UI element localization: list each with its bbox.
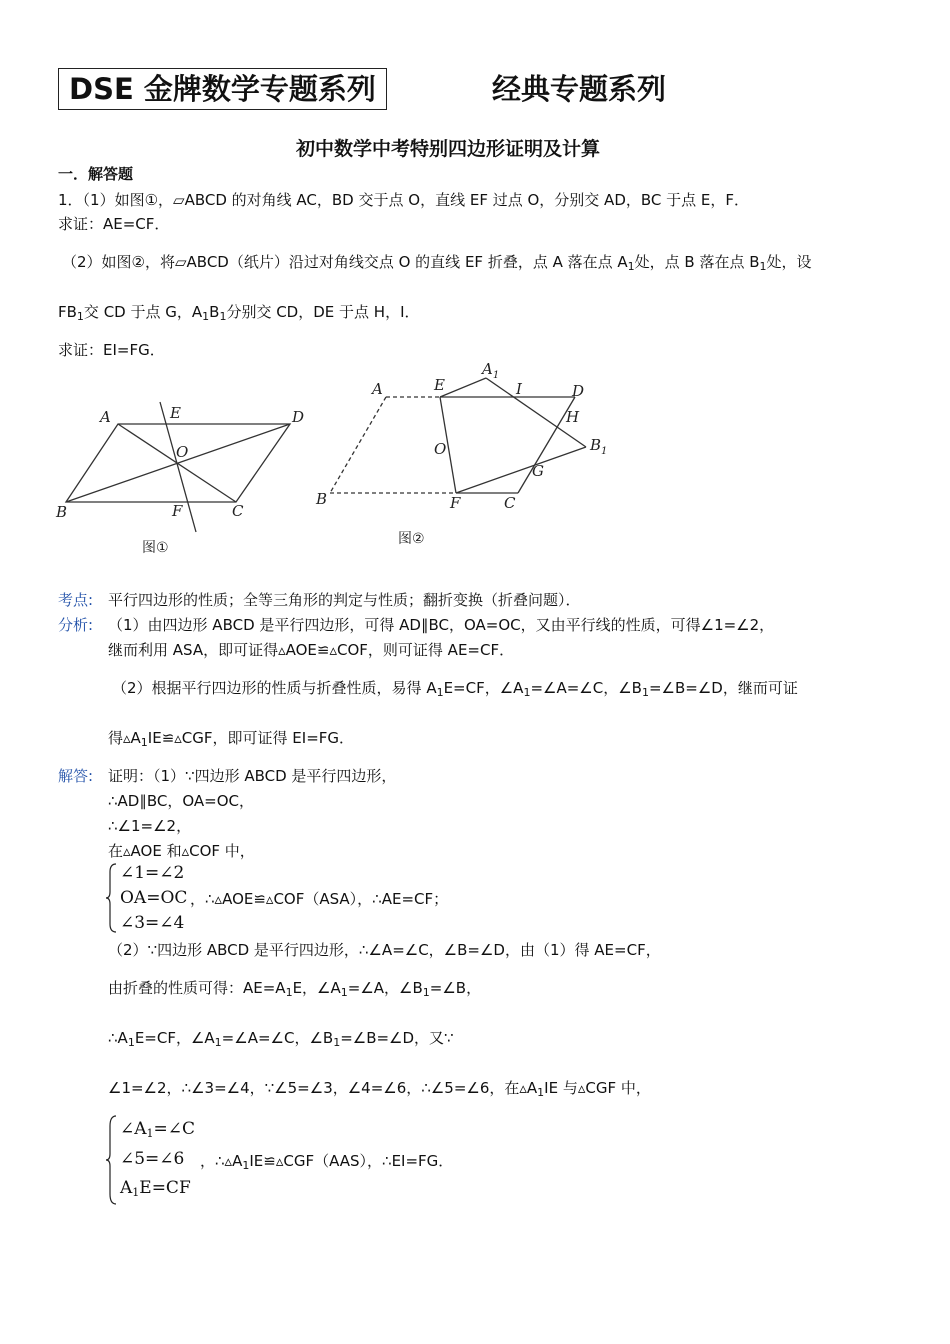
brace-2	[104, 1114, 120, 1206]
fig2-label-b1: $B_1$	[590, 436, 608, 457]
figure-1	[50, 392, 320, 562]
jieda-line6: 由折叠的性质可得：$AE=A_1E$，$\angle A_1=\angle A$，$\angle B_1=\angle B$，	[108, 979, 482, 999]
section-heading: 一．解答题	[58, 165, 134, 183]
series-title-box	[58, 68, 387, 110]
fenxi-line4: 得$▵A_1IE≌▵CGF$，即可证得 EI=FG．	[108, 729, 355, 749]
kaodian-text: 平行四边形的性质；全等三角形的判定与性质；翻折变换（折叠问题）．	[108, 591, 581, 609]
series-title: DSE 金牌数学专题系列	[69, 72, 376, 106]
q1-line3: （2）如图②，将▱ABCD（纸片）沿过对角线交点 O 的直线 EF 折叠，点 A 落在点 $A_1$处，点 B 落在点 $B_1$处，设	[62, 253, 812, 273]
document-title: 初中数学中考特别四边形证明及计算	[296, 138, 601, 160]
q1-line2: 求证：AE=CF．	[58, 215, 170, 233]
brace1-conclusion: ，∴▵AOE≌▵COF（ASA），∴AE=CF；	[190, 890, 449, 908]
fig2-label-a1: $A_1$	[482, 360, 500, 381]
fenxi-label: 分析:	[58, 616, 94, 634]
jieda-line1: 证明：（1）∵四边形 ABCD 是平行四边形，	[108, 767, 397, 785]
brace1-row3: ∠3=∠4	[120, 913, 185, 933]
fig2-label-f: F	[450, 494, 461, 512]
jieda-line4: 在▵AOE 和▵COF 中，	[108, 842, 255, 860]
jieda-line3: ∴∠1=∠2，	[108, 817, 192, 835]
brace2-row2: ∠5=∠6	[120, 1149, 185, 1169]
figure-2	[310, 356, 620, 556]
fig2-label-h: H	[566, 408, 580, 426]
fig1-caption: 图①	[142, 540, 169, 556]
fig1-label-f: F	[172, 502, 183, 520]
fig2-label-c: C	[504, 494, 516, 512]
fig2-label-d: D	[572, 382, 585, 400]
fig2-label-b: B	[316, 490, 328, 508]
q1-line5: 求证：EI=FG．	[58, 341, 165, 359]
q1-line4: $FB_1$交 CD 于点 G，$A_1B_1$分别交 CD，DE 于点 H，I．	[58, 303, 420, 323]
brace1-row1: ∠1=∠2	[120, 863, 185, 883]
fenxi-line3: （2）根据平行四边形的性质与折叠性质，易得 $A_1E=CF$，$\angle A_1=\angle A=\angle C$，$\angle B_1=\angle B=\angle D$，继而可证	[112, 679, 798, 699]
brace2-row3: A1E=CF	[120, 1178, 191, 1199]
kaodian-label: 考点:	[58, 591, 94, 609]
fig1-label-c: C	[232, 502, 244, 520]
jieda-line7: $\therefore A_1E=CF$，$\angle A_1=\angle A=\angle C$，$\angle B_1=\angle B=\angle D$，又∵	[108, 1029, 454, 1049]
brace2-row1: ∠A1=∠C	[120, 1119, 196, 1140]
series-subtitle: 经典专题系列	[492, 72, 667, 106]
jieda-line5: （2）∵四边形 ABCD 是平行四边形，∴∠A=∠C，∠B=∠D，由（1）得 AE=CF，	[108, 941, 661, 959]
jieda-label: 解答:	[58, 767, 94, 785]
fig1-label-a: A	[100, 408, 111, 426]
fig1-label-o: O	[176, 443, 189, 461]
jieda-line8: ∠1=∠2，∴∠3=∠4，∵∠5=∠3，∠4=∠6，∴∠5=∠6，在$▵A_1IE$ 与▵CGF 中，	[108, 1079, 651, 1099]
brace2-conclusion: ，$\therefore▵A_1IE≌▵CGF(AAS)$，∴EI=FG．	[200, 1152, 454, 1172]
jieda-line2: ∴AD∥BC，OA=OC，	[108, 792, 255, 810]
fenxi-line2: 继而利用 ASA，即可证得▵AOE≌▵COF，则可证得 AE=CF．	[108, 641, 515, 659]
fenxi-line1: （1）由四边形 ABCD 是平行四边形，可得 AD∥BC，OA=OC，又由平行线的性质，可得∠1=∠2，	[108, 616, 775, 634]
fig1-label-d: D	[292, 408, 305, 426]
fig2-label-g: G	[532, 462, 544, 480]
q1-line1: 1．（1）如图①，▱ABCD 的对角线 AC，BD 交于点 O，直线 EF 过点 O，分别交 AD，BC 于点 E，F．	[58, 191, 750, 209]
fig1-diagonal-bd	[66, 424, 290, 502]
fig2-dashed-ab	[330, 397, 386, 493]
fig1-label-b: B	[56, 503, 68, 521]
fig2-label-o: O	[434, 440, 447, 458]
fig2-label-e: E	[434, 376, 445, 394]
fig2-label-i: I	[516, 380, 522, 398]
fig2-line-b1f	[456, 447, 586, 493]
fig2-line-ea1	[440, 378, 486, 397]
fig2-label-a: A	[372, 380, 383, 398]
brace1-row2: OA=OC	[120, 888, 188, 908]
fig2-caption: 图②	[398, 531, 425, 547]
fig1-label-e: E	[170, 404, 181, 422]
brace-1	[104, 862, 120, 934]
